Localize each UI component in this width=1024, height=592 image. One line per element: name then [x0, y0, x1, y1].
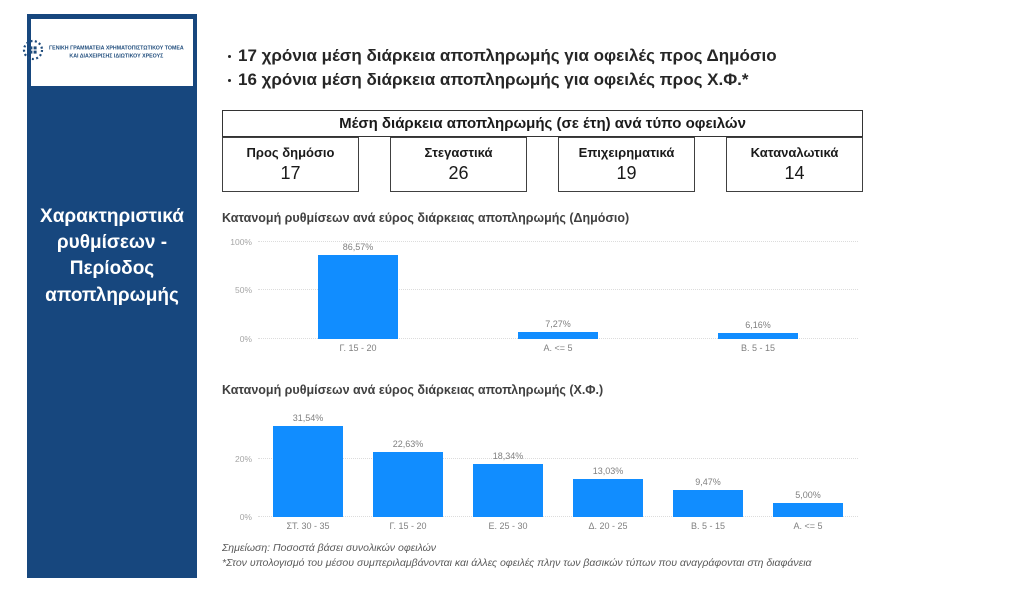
bar	[773, 503, 843, 517]
y-tick-label: 50%	[234, 285, 252, 296]
cell-value: 14	[784, 163, 805, 183]
bullet-list	[228, 44, 928, 92]
logo-text-line1: ΓΕΝΙΚΗ ΓΡΑΜΜΑΤΕΙΑ ΧΡΗΜΑΤΟΠΙΣΤΩΤΙΚΟΥ ΤΟΜΕΑ	[48, 45, 184, 51]
bar-category-label: Γ. 15 - 20	[339, 343, 377, 353]
cell-value: 19	[616, 163, 637, 183]
y-axis	[222, 407, 252, 522]
cell-value: 26	[448, 163, 469, 183]
plot-area	[258, 239, 858, 353]
logo-text-line2: ΚΑΙ ΔΙΑΧΕΙΡΙΣΗΣ ΙΔΙΩΤΙΚΟΥ ΧΡΕΟΥΣ	[69, 53, 164, 59]
bar-value-label: 13,03%	[592, 466, 624, 477]
y-tick-label: 100%	[230, 236, 252, 247]
bar-slot	[658, 239, 858, 353]
logo-box	[31, 19, 193, 86]
bar-slot	[558, 407, 658, 531]
bullet-item	[228, 44, 928, 68]
y-tick-label: 0%	[239, 334, 252, 344]
bullet-text: 16 χρόνια μέση διάρκεια αποπληρωμής για οφειλές προς Χ.Φ.*	[238, 70, 749, 89]
bar	[573, 479, 643, 517]
bullet-icon	[228, 55, 231, 58]
bar-value-label: 6,16%	[745, 320, 771, 331]
cell-value: 17	[280, 163, 301, 183]
bar-slot	[658, 407, 758, 531]
bar-category-label: ΣΤ. 30 - 35	[286, 521, 330, 531]
bar-category-label: Α. <= 5	[543, 343, 573, 353]
bar-category-label: Δ. 20 - 25	[588, 521, 628, 531]
bar	[273, 426, 343, 517]
bar-slot	[258, 239, 458, 353]
table-cell-public	[222, 137, 359, 192]
table-cell-business	[558, 137, 695, 192]
sidebar	[27, 14, 197, 578]
bar-slot	[458, 239, 658, 353]
plot-area	[258, 407, 858, 531]
bar-value-label: 22,63%	[392, 438, 424, 449]
cell-label: Καταναλωτικά	[750, 145, 839, 160]
summary-table	[222, 137, 863, 192]
summary-table-header: Μέση διάρκεια αποπληρωμής (σε έτη) ανά τύπο οφειλών	[222, 110, 863, 137]
bar-category-label: Ε. 25 - 30	[488, 521, 528, 531]
bar-slot	[358, 407, 458, 531]
bullet-item	[228, 68, 928, 92]
bar-value-label: 9,47%	[695, 476, 721, 487]
bar-slots	[258, 407, 858, 531]
y-axis	[222, 236, 252, 344]
bar	[673, 490, 743, 517]
bullet-icon	[228, 79, 231, 82]
chart2-financial-bar-chart	[222, 407, 882, 531]
bar-value-label: 18,34%	[492, 450, 524, 461]
y-tick-label: 20%	[234, 454, 252, 465]
bar-value-label: 31,54%	[292, 412, 324, 423]
bar	[718, 333, 798, 339]
cell-label: Επιχειρηματικά	[578, 145, 675, 160]
govt-emblem-icon	[22, 39, 44, 66]
bar-value-label: 5,00%	[795, 489, 821, 500]
chart2-title: Κατανομή ρυθμίσεων ανά εύρος διάρκειας αποπληρωμής (Χ.Φ.)	[222, 383, 604, 397]
bar-category-label: Β. 5 - 15	[690, 521, 726, 531]
bar-category-label: Β. 5 - 15	[740, 343, 776, 353]
bar-category-label: Α. <= 5	[793, 521, 823, 531]
bar-slot	[258, 407, 358, 531]
bar	[373, 452, 443, 518]
y-tick-label: 0%	[239, 512, 252, 522]
bar-slots	[258, 239, 858, 353]
bar	[473, 464, 543, 517]
bar-value-label: 7,27%	[545, 318, 571, 329]
logo-text	[49, 45, 184, 61]
table-cell-consumer	[726, 137, 863, 192]
table-cell-mortgage	[390, 137, 527, 192]
cell-label: Στεγαστικά	[424, 145, 493, 160]
bar	[518, 332, 598, 339]
bullet-text: 17 χρόνια μέση διάρκεια αποπληρωμής για οφειλές προς Δημόσιο	[238, 46, 777, 65]
note-line-2: *Στον υπολογισμό του μέσου συμπεριλαμβάνονται και άλλες οφειλές πλην των βασικών τύπων που αναγράφονται στη διαφάνεια	[222, 557, 812, 570]
chart1-title: Κατανομή ρυθμίσεων ανά εύρος διάρκειας αποπληρωμής (Δημόσιο)	[222, 211, 630, 225]
bar-category-label: Γ. 15 - 20	[389, 521, 427, 531]
cell-label: Προς δημόσιο	[246, 145, 335, 160]
note-line-1: Σημείωση: Ποσοστά βάσει συνολικών οφειλών	[222, 542, 437, 554]
chart1-public-bar-chart	[222, 236, 882, 353]
bar	[318, 255, 398, 339]
bar-slot	[458, 407, 558, 531]
sidebar-title: Χαρακτηριστικά ρυθμίσεων - Περίοδος αποπληρωμής	[40, 206, 184, 306]
footnotes	[222, 541, 812, 571]
bar-value-label: 86,57%	[342, 241, 374, 252]
bar-slot	[758, 407, 858, 531]
